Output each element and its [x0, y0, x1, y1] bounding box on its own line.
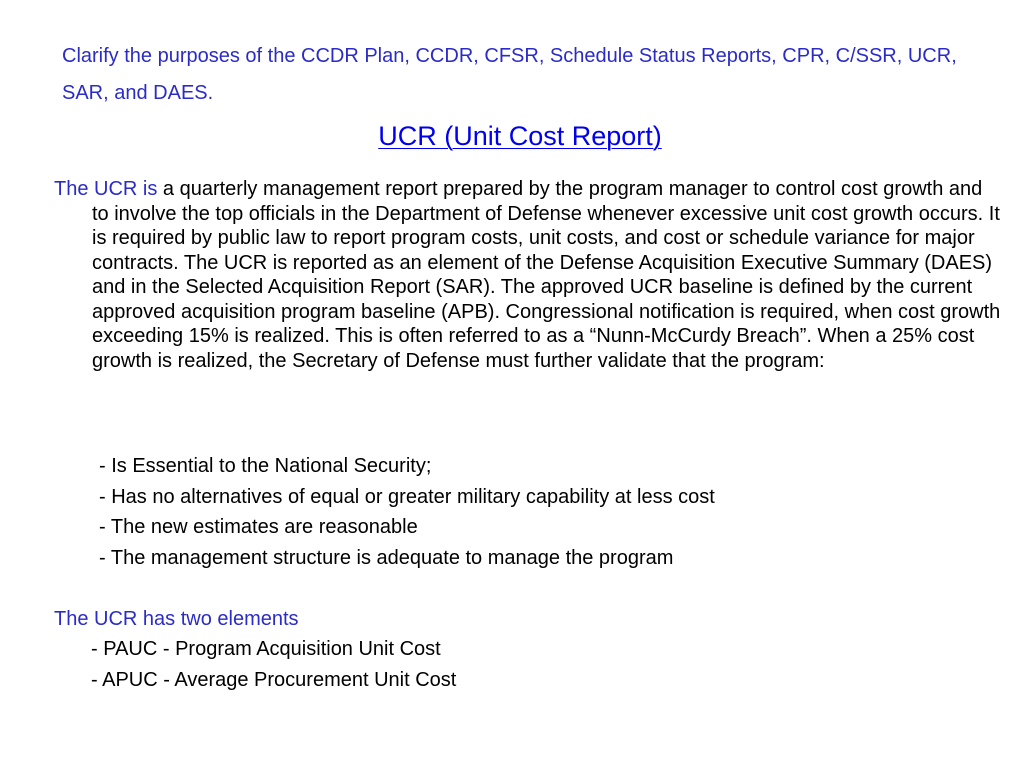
criteria-item: - Has no alternatives of equal or greater military capability at less cost	[99, 485, 715, 508]
element-item: - PAUC - Program Acquisition Unit Cost	[91, 638, 441, 660]
definition-text: a quarterly management report prepared by the program manager to control cost growth and to involve the top officials in the Department of Defense whenever excessive unit cost growth occurs. It is required by public law to report program costs, unit costs, and cost or schedule variance for major contracts. The UCR is reported as an element of the Defense Acquisition Executive Summary (DAES) and in the Selected Acquisition Report (SAR). The approved UCR baseline is defined by the current approved acquisition program baseline (APB). Congressional notification is required, when cost growth exceeding 15% is realized. This is often referred to as a “Nunn-McCurdy Breach”. When a 25% cost growth is realized, the Secretary of Defense must further validate that the program:	[92, 178, 1001, 372]
ucr-definition	[54, 177, 1002, 373]
element-item: - APUC - Average Procurement Unit Cost	[91, 669, 457, 691]
objective-header: Clarify the purposes of the CCDR Plan, CCDR, CFSR, Schedule Status Reports, CPR, C/SSR, UCR, SAR, and DAES.	[62, 45, 957, 104]
criteria-item: - The management structure is adequate to manage the program	[99, 546, 674, 569]
criteria-item: - The new estimates are reasonable	[99, 516, 418, 538]
definition-lead: The UCR is	[54, 178, 158, 200]
slide-title: UCR (Unit Cost Report)	[378, 121, 662, 151]
validation-criteria-list	[99, 451, 715, 573]
ucr-elements-list	[91, 634, 456, 696]
elements-heading: The UCR has two elements	[54, 608, 299, 630]
criteria-item: - Is Essential to the National Security;	[99, 455, 432, 477]
